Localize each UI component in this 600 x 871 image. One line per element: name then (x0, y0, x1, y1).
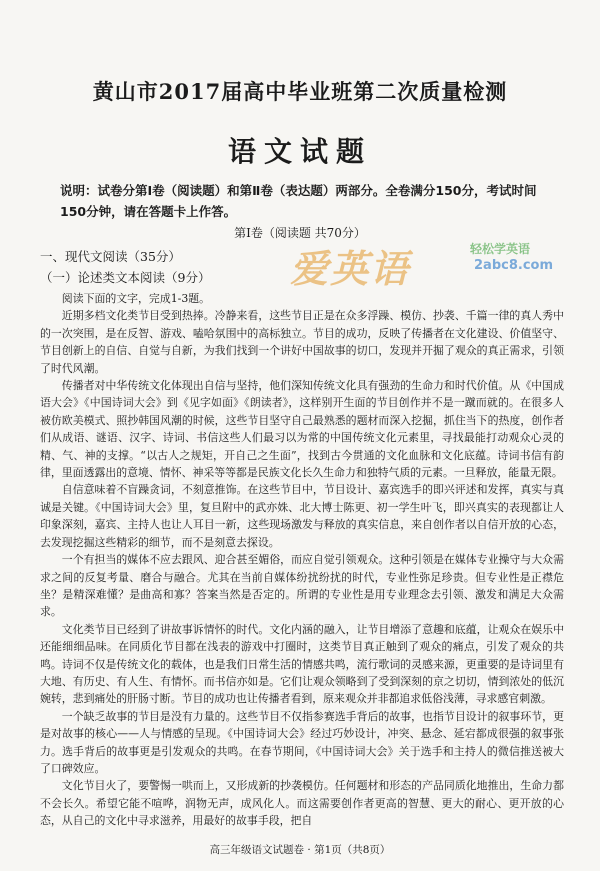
watermark-logo: 爱英语 (290, 247, 411, 291)
paragraph: 文化类节目已经到了讲故事诉情怀的时代。文化内涵的融入，让节目增添了意趣和底蕴，让观众在娱乐中还能细细品味。在同质化节目都在浅表的游戏中打圈时，这类节目真正触到了观众的痛点，引发了观众的共鸣。诗词不仅是传统文化的载体，也是我们日常生活的情感共鸣，流行歌词的灵感来源，更重要的是诗词里有大地、有历史、有人生、有情怀。而书信亦如是。它们让观众领略到了受到深刻的京之切切，情到浓处的低沉婉转，悲到痛处的肝肠寸断。节目的成功也让传播者看到，原来观众并非都追求低俗浅薄，寻求感官刺激。 (40, 622, 564, 706)
paragraph: 传播者对中华传统文化体现出自信与坚持，他们深知传统文化具有强劲的生命力和时代价值。从《中国成语大会》《中国诗词大会》到《见字如面》《朗读者》，这样别开生面的节目创作并不是一蹴而就的。在很多人被仿欧美模式、照抄韩国风潮的时候，这些节目坚守自己最熟悉的题材而深入挖掘，抓住当下的热度，创作者们从成语、谜语、汉字、诗词、书信这些人们最习以为常的中国传统文化元素里，寻找最能打动观众心灵的精、气、神的支撑。“以古人之规矩，开自己之生面”，找到古今贯通的文化血脉和文化底蕴。诗词书信有韵律，里面透露出的意境、情怀、神采等等都是民族文化长久生命力和独特气质的元素。一旦释放，能量无限。 (40, 379, 564, 480)
page-footer: 高三年级语文试题卷 · 第1页（共8页） (209, 844, 391, 856)
volume-label: 第Ⅰ卷（阅读题 共70分） (234, 226, 366, 240)
passage-body (40, 290, 564, 830)
paragraph: 自信意味着不盲躁贪词，不刻意推饰。在这些节目中，节目设计、嘉宾选手的即兴评述和发挥，真实与真诚是关键。《中国诗词大会》里，复旦附中的武亦姝、北大博士陈更、初一学生叶飞，即兴真实的表现都让人印象深刻，嘉宾、主持人也让人耳目一新，这些现场激发与释放的真实信息，来自创作者以自信开放的心态，去发现挖掘这些精彩的细节，而不是刻意去探设。 (40, 483, 564, 549)
paragraph: 一个缺乏故事的节目是没有力量的。这些节目不仅指参赛选手背后的故事，也指节目设计的叙事环节，更是对故事的核心——人与情感的呈现。《中国诗词大会》经过巧妙设计，冲突、悬念、延宕都成很强的叙事张力。选手背后的故事更是引发观众的共鸣。在春节期间，《中国诗词大会》关于选手和主持人的微信推送被大了口碑效应。 (40, 709, 564, 775)
paragraph: 文化节目火了，要警惕一哄而上，又形成新的抄袭模仿。任何题材和形态的产品同质化地推出，生命力都不会长久。希望它能不喧哗，润物无声，成风化人。而这需要创作者更高的智慧、更大的耐心、更开放的心态，从自己的文化中寻求滋养，用最好的故事手段，把自 (40, 779, 564, 828)
paragraph: 近期多档文化类节目受到热捧。冷静来看，这些节目正是在众多浮躁、模仿、抄袭、千篇一律的真人秀中的一次突围，是在反智、游戏、嗑哈氛围中的高标独立。节目的成功，反映了传播者在文化建设、价值坚守、节目创新上的自信、自觉与自新，为我们找到一个讲好中国故事的切口，发现并开掘了观众的真正需求，引领了时代风潮。 (40, 309, 564, 375)
section-title: 一、现代文阅读（35分） (40, 249, 181, 264)
exam-title: 黄山市2017届高中毕业班第二次质量检测 (92, 79, 508, 104)
paragraph: 阅读下面的文字，完成1-3题。 (61, 292, 211, 305)
watermark-url: 2abc8.com (474, 258, 553, 273)
subject-title: 语文试题 (227, 135, 372, 168)
subsection-title: （一）论述类文本阅读（9分） (40, 270, 211, 285)
watermark-subtitle: 轻松学英语 (470, 242, 531, 256)
instructions: 说明：试卷分第Ⅰ卷（阅读题）和第Ⅱ卷（表达题）两部分。全卷满分150分，考试时间150分钟，请在答题卡上作答。 (60, 183, 537, 219)
paragraph: 一个有担当的媒体不应去跟风、迎合甚至媚俗，而应自觉引领观众。这种引领是在媒体专业操守与大众需求之间的反复考量、磨合与融合。尤其在当前自媒体纷扰纷扰的时代，专业性弥足珍贵。但专业性是正襟危坐？是精深难懂？是曲高和寡？答案当然是否定的。所谓的专业性是用专业理念去引领、激发和满足大众需求。 (40, 553, 564, 619)
